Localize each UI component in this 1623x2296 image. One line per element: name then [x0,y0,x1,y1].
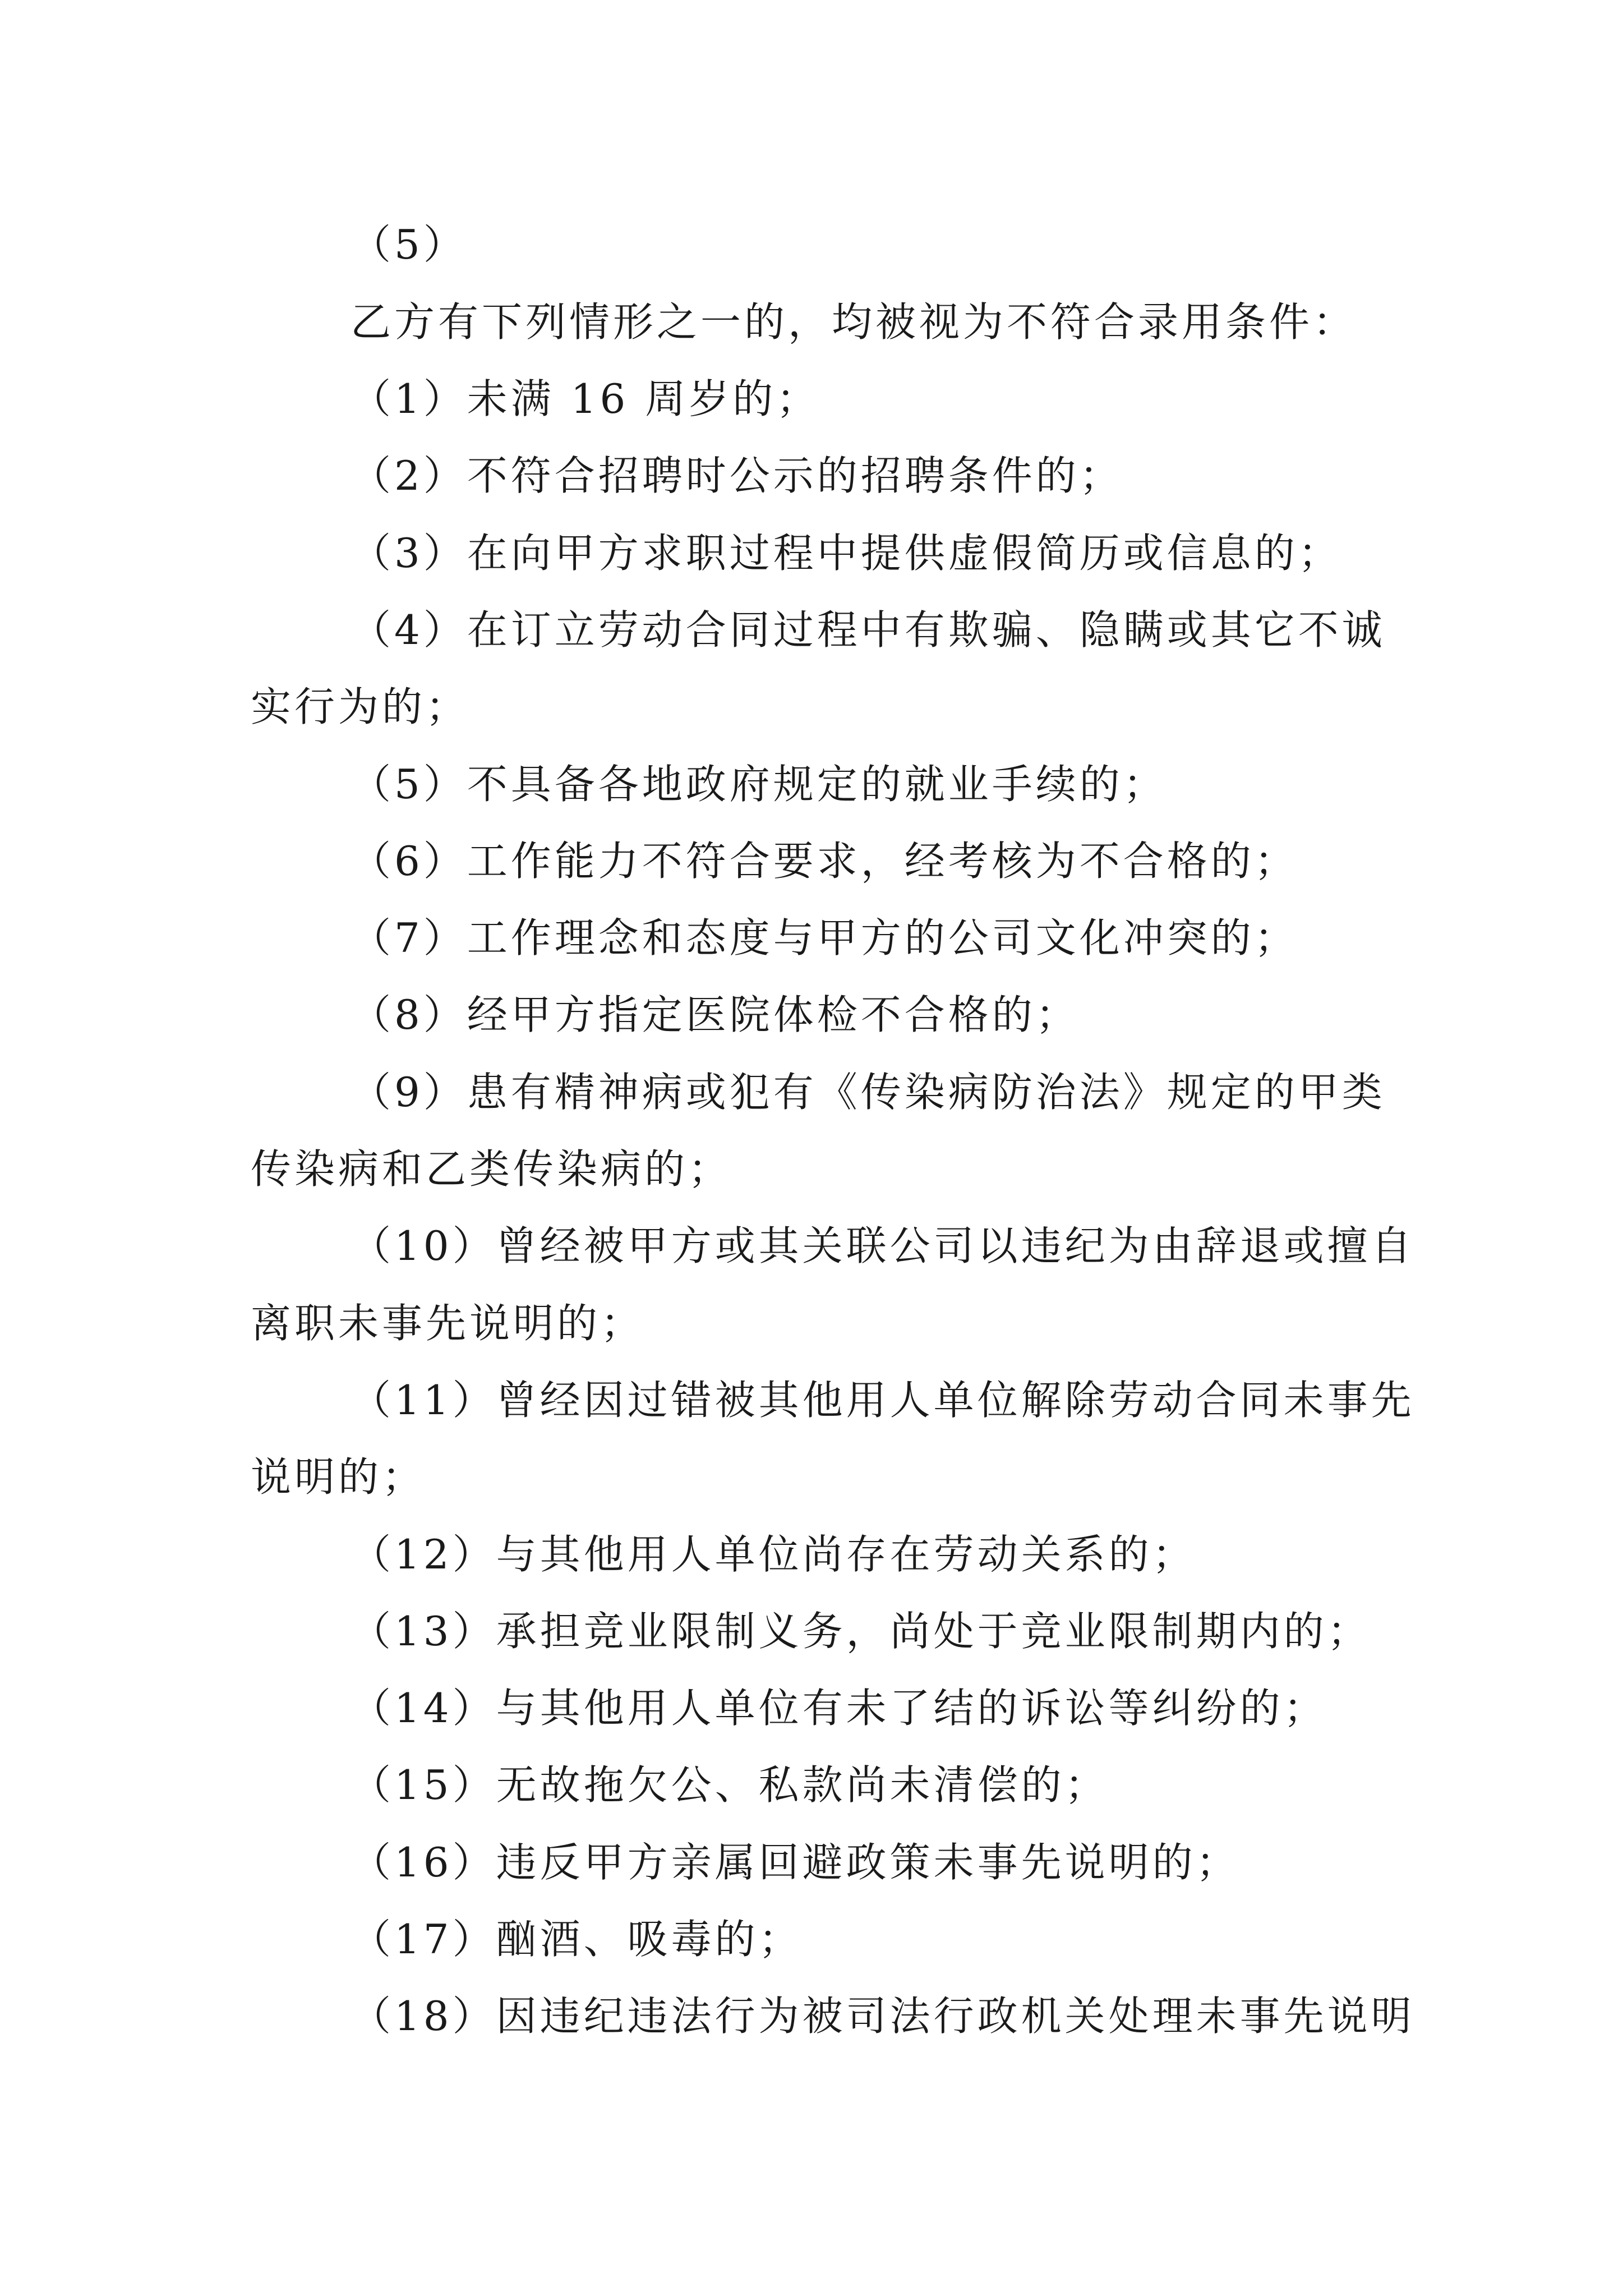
text-line: 传染病和乙类传染病的； [251,1145,732,1193]
text-line: （12）与其他用人单位尚存在劳动关系的； [351,1531,1196,1578]
text-line: （2）不符合招聘时公示的招聘条件的； [351,452,1123,499]
text-line: （5）不具备各地政府规定的就业手续的； [351,761,1167,808]
text-line: （14）与其他用人单位有未了结的诉讼等纠纷的； [351,1685,1327,1732]
text-line: （3）在向甲方求职过程中提供虚假简历或信息的； [351,530,1342,577]
text-line: （6）工作能力不符合要求，经考核为不合格的； [351,838,1298,885]
text-line: （4）在订立劳动合同过程中有欺骗、隐瞒或其它不诚 [351,606,1386,654]
text-line: （17）酗酒、吸毒的； [351,1916,803,1963]
text-line: （8）经甲方指定医院体检不合格的； [351,991,1080,1038]
text-line: （18）因违纪违法行为被司法行政机关处理未事先说明 [351,1993,1415,2040]
text-line: （10）曾经被甲方或其关联公司以违纪为由辞退或擅自 [351,1222,1415,1269]
text-line: （11）曾经因过错被其他用人单位解除劳动合同未事先 [351,1377,1415,1424]
text-line: （9）患有精神病或犯有《传染病防治法》规定的甲类 [351,1069,1386,1116]
text-line: （15）无故拖欠公、私款尚未清偿的； [351,1761,1109,1809]
text-line: （1）未满 16 周岁的； [351,375,820,422]
text-line: 乙方有下列情形之一的，均被视为不符合录用条件： [351,298,1357,346]
text-line: （5） [351,221,467,268]
text-line: （16）违反甲方亲属回避政策未事先说明的； [351,1839,1240,1886]
text-line: 实行为的； [251,683,470,730]
text-line: 说明的； [251,1453,426,1501]
text-line: 离职未事先说明的； [251,1300,645,1347]
text-line: （13）承担竞业限制义务，尚处于竞业限制期内的； [351,1608,1371,1655]
text-line: （7）工作理念和态度与甲方的公司文化冲突的； [351,914,1298,961]
